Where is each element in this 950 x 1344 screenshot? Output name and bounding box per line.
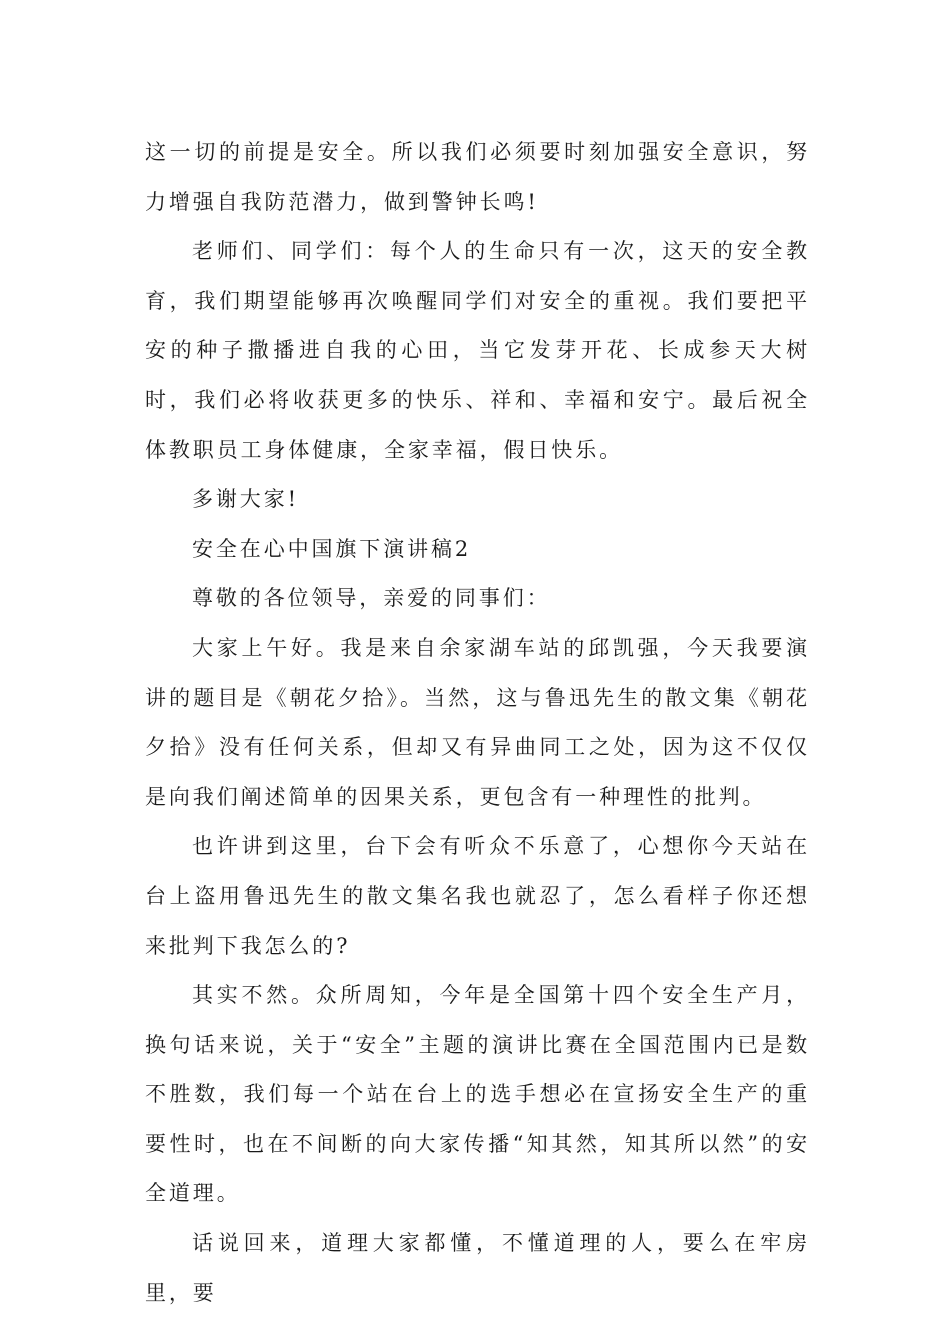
section-title: 安全在心中国旗下演讲稿2 [192, 536, 472, 561]
paragraph-continuation: 这一切的前提是安全。所以我们必须要时刻加强安全意识，努力增强自我防范潜力，做到警钟长鸣! [145, 140, 810, 214]
paragraph-truncated: 话说回来，道理大家都懂，不懂道理的人，要么在牢房里，要 [145, 1231, 810, 1305]
paragraph-closing-remarks: 老师们、同学们：每个人的生命只有一次，这天的安全教育，我们期望能够再次唤醒同学们对安全的重视。我们要把平安的种子撒播进自我的心田，当它发芽开花、长成参天大树时，我们必将收获更多的快乐、祥和、幸福和安宁。最后祝全体教职员工身体健康，全家幸福，假日快乐。 [145, 239, 810, 462]
paragraph-thanks: 多谢大家! [192, 487, 299, 512]
paragraph-introduction: 大家上午好。我是来自余家湖车站的邱凯强，今天我要演讲的题目是《朝花夕拾》。当然，这与鲁迅先生的散文集《朝花夕拾》没有任何关系，但却又有异曲同工之处，因为这不仅仅是向我们阐述简单的因果关系，更包含有一种理性的批判。 [145, 635, 810, 809]
paragraph-salutation: 尊敬的各位领导，亲爱的同事们： [192, 586, 551, 611]
paragraph-audience: 也许讲到这里，台下会有听众不乐意了，心想你今天站在台上盗用鲁迅先生的散文集名我也就忍了，怎么看样子你还想来批判下我怎么的? [145, 834, 810, 958]
document-body [145, 128, 810, 1318]
paragraph-safety-month: 其实不然。众所周知，今年是全国第十四个安全生产月，换句话来说，关于“安全”主题的演讲比赛在全国范围内已是数不胜数，我们每一个站在台上的选手想必在宣扬安全生产的重要性时，也在不间断的向大家传播“知其然，知其所以然”的安全道理。 [145, 983, 810, 1206]
